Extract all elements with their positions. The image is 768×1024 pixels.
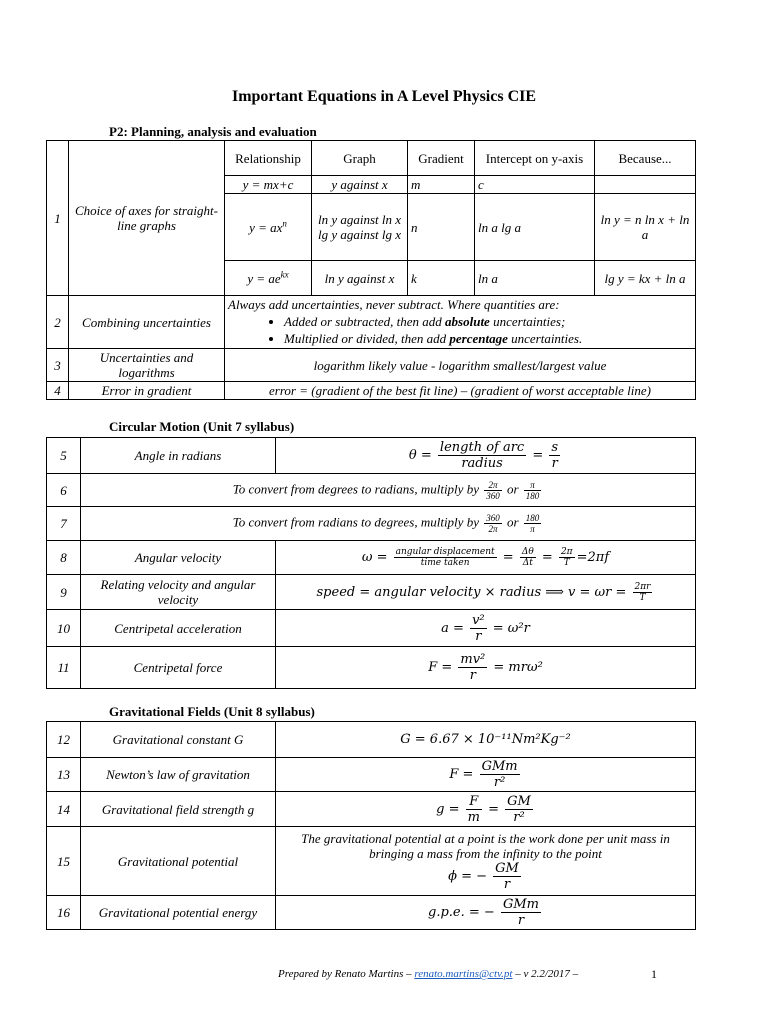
row-number: 15 [47, 827, 81, 896]
uncertainty-rules [225, 296, 696, 349]
formula-velocity-relation: speed = angular velocity × radius ⟹ v = ωr = $\frac{2\pi r}{T}$ [276, 575, 696, 610]
row-label: Gravitational constant G [81, 722, 276, 758]
because-power: ln y = n ln x + ln a [595, 194, 696, 261]
row-number: 2 [47, 296, 69, 349]
graph-linear: y against x [312, 176, 408, 194]
potential-definition: The gravitational potential at a point is the work done per unit mass in bringing a mass from the infinity to the point [301, 830, 670, 861]
row-number: 16 [47, 896, 81, 930]
formula-newton-gravitation: F = $\frac{\text{GMm}}{\text{r²}}$ [276, 758, 696, 792]
row-label: Gravitational potential [81, 827, 276, 896]
row-number: 3 [47, 349, 69, 382]
row-number: 9 [47, 575, 81, 610]
header-gradient: Gradient [408, 141, 475, 176]
row-label: Gravitational potential energy [81, 896, 276, 930]
row-number: 5 [47, 438, 81, 474]
row-number: 14 [47, 792, 81, 827]
formula-angular-velocity: ω = $\frac{\text{angular displacement}}{\text{time taken}}$ = $\frac{\Delta\theta}{\Delta t}$ = $\frac{2\pi}{T}$ =2πf [276, 541, 696, 575]
formula-potential-energy: g.p.e. = − $\frac{\text{GMm}}{r}$ [276, 896, 696, 930]
gravitational-table [46, 721, 696, 930]
row-content: error = (gradient of the best fit line) – (gradient of worst acceptable line) [225, 382, 696, 400]
row-label: Centripetal acceleration [81, 610, 276, 647]
row-label: Angular velocity [81, 541, 276, 575]
header-intercept: Intercept on y-axis [475, 141, 595, 176]
row-label: Choice of axes for straight-line graphs [69, 141, 225, 296]
gradient-power: n [408, 194, 475, 261]
page-number: 1 [651, 967, 657, 981]
footer-credit: Prepared by Renato Martins – renato.martins@ctv.pt – v 2.2/2017 – [278, 968, 579, 980]
section-title-gravitational: Gravitational Fields (Unit 8 syllabus) [109, 704, 315, 719]
formula-gravitational-potential [276, 827, 696, 896]
row-number: 11 [47, 647, 81, 689]
row-content: To convert from radians to degrees, multiply by $\frac{360}{2\pi}$ or $\frac{180}{\pi}$ [81, 507, 696, 541]
graph-power: ln y against ln x lg y against lg x [312, 194, 408, 261]
row-number: 6 [47, 474, 81, 507]
graph-exponential: ln y against x [312, 261, 408, 296]
row-number: 13 [47, 758, 81, 792]
section-title-p2: P2: Planning, analysis and evaluation [109, 124, 317, 139]
gradient-linear: m [408, 176, 475, 194]
because-exponential: lg y = kx + ln a [595, 261, 696, 296]
potential-equation: ϕ = − $\frac{GM}{r}$ [448, 860, 519, 892]
formula-centripetal-acceleration: a = $\frac{\text{v²}}{r}$ = ω²r [276, 610, 696, 647]
intercept-exponential: ln a [475, 261, 595, 296]
intercept-power: ln a lg a [475, 194, 595, 261]
row-label: Angle in radians [81, 438, 276, 474]
header-relationship: Relationship [225, 141, 312, 176]
formula-field-strength: g = $\frac{F}{m}$ = $\frac{GM}{\text{r²}}$ [276, 792, 696, 827]
row-number: 10 [47, 610, 81, 647]
row-number: 1 [47, 141, 69, 296]
header-graph: Graph [312, 141, 408, 176]
relationship-power: $y = ax^n$ [225, 194, 312, 261]
relationship-linear: y = mx+c [225, 176, 312, 194]
row-number: 7 [47, 507, 81, 541]
header-because: Because... [595, 141, 696, 176]
because-linear [595, 176, 696, 194]
row-label: Error in gradient [69, 382, 225, 400]
row-content: To convert from degrees to radians, multiply by $\frac{2\pi}{360}$ or $\frac{\pi}{180}$ [81, 474, 696, 507]
section-title-circular: Circular Motion (Unit 7 syllabus) [109, 419, 295, 434]
uncertainty-list [228, 313, 692, 347]
formula-angle-radians: θ = $\frac{\text{length of arc}}{\text{radius}}$ = $\frac{s}{r}$ [276, 438, 696, 474]
row-number: 12 [47, 722, 81, 758]
formula-centripetal-force: F = $\frac{\text{mv²}}{r}$ = mrω² [276, 647, 696, 689]
row-number: 4 [47, 382, 69, 400]
gradient-exponential: k [408, 261, 475, 296]
row-label: Newton’s law of gravitation [81, 758, 276, 792]
intercept-linear: c [475, 176, 595, 194]
relationship-exponential: $y = ae^{kx}$ [225, 261, 312, 296]
rule-add-subtract: • Added or subtracted, then add absolute uncertainties; [284, 313, 692, 330]
page-title: Important Equations in A Level Physics CIE [231, 88, 537, 105]
row-label: Combining uncertainties [69, 296, 225, 349]
circular-table [46, 437, 696, 689]
rule-multiply-divide: • Multiplied or divided, then add percentage uncertainties. [284, 330, 692, 347]
p2-table [46, 140, 696, 400]
row-content: logarithm likely value - logarithm smallest/largest value [225, 349, 696, 382]
row-label: Gravitational field strength g [81, 792, 276, 827]
row-label: Relating velocity and angular velocity [81, 575, 276, 610]
row-number: 8 [47, 541, 81, 575]
row-label: Uncertainties and logarithms [69, 349, 225, 382]
uncertainty-intro: Always add uncertainties, never subtract. Where quantities are: [228, 297, 560, 312]
row-label: Centripetal force [81, 647, 276, 689]
author-email-link[interactable]: renato.martins@ctv.pt [414, 968, 513, 980]
formula-gravitational-constant: G = 6.67 × 10⁻¹¹Nm²Kg⁻² [276, 722, 696, 758]
